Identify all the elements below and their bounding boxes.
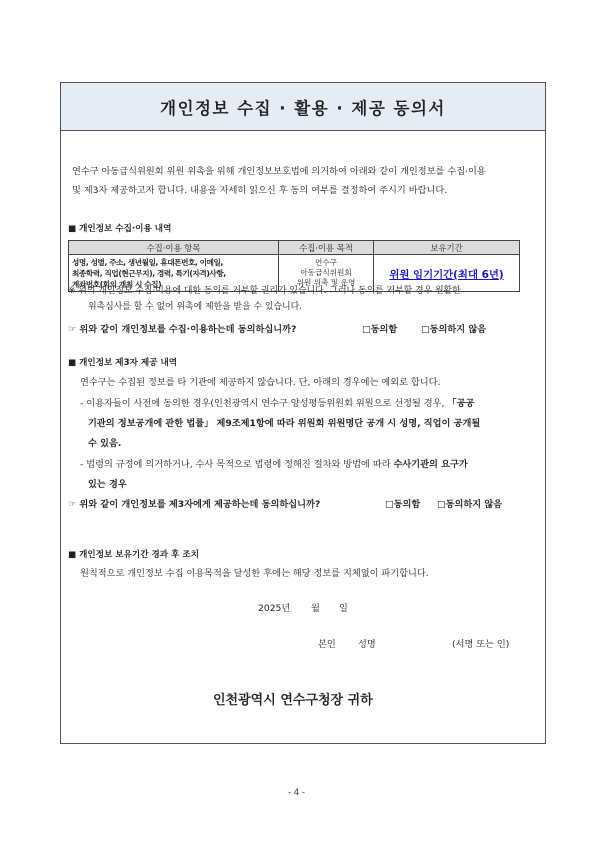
signature-hint: (서명 또는 인)	[452, 639, 510, 650]
collected-items-line: 계좌번호(회의 개최 시 수집)	[72, 279, 162, 289]
date-year: 2025년	[258, 603, 291, 614]
section-collection-heading: ■ 개인정보 수집·이용 내역	[68, 224, 172, 234]
signature-person: 본인	[318, 639, 336, 650]
collection-consent-question: ☞ 위와 같이 개인정보를 수집·이용하는데 동의하십니까?	[68, 324, 297, 335]
addressee: 인천광역시 연수구청장 귀하	[213, 693, 373, 708]
table-header-row	[69, 241, 520, 255]
page-number: - 4 -	[288, 788, 305, 798]
form-title: 개인정보 수집 · 활용 · 제공 동의서	[61, 83, 545, 131]
thirdparty-bullet-1	[80, 393, 474, 414]
purpose-line: 연수구	[314, 258, 337, 267]
refusal-notice-line-1: ※ 위의 개인정보 수집·이용에 대한 동의를 거부할 권리가 있습니다. 그러나 동의를 거부할 경우 원활한	[68, 286, 461, 296]
collection-disagree-checkbox[interactable]: □동의하지 않음	[421, 324, 487, 335]
thirdparty-bullet-1-cont: 기관의 정보공개에 관한 법률」 제9조제1항에 따라 위원회 위원명단 공개 시 성명, 직업이 공개될	[88, 418, 481, 429]
date-day: 일	[339, 603, 348, 614]
signature-name-label: 성명	[358, 639, 376, 650]
thirdparty-disagree-checkbox[interactable]: □동의하지 않음	[437, 499, 503, 510]
retention-policy-text: 원칙적으로 개인정보 수집 이용목적을 달성한 후에는 해당 정보를 지체없이 파기합니다.	[80, 568, 429, 579]
section-thirdparty-heading: ■ 개인정보 제3자 제공 내역	[68, 358, 178, 368]
retention-period: 위원 임기기간(최대 6년)	[389, 268, 504, 281]
section-retention-heading: ■ 개인정보 보유기간 경과 후 조치	[68, 550, 199, 560]
bullet-text: - 이용자들이 사전에 동의한 경우(인천광역시 연수구 양성평등위원회 위원으로 선정될 경우,	[80, 398, 448, 409]
bullet-text-bold: 「공공	[447, 398, 475, 409]
purpose-line: 아동급식위원회	[300, 268, 352, 277]
collection-agree-checkbox[interactable]: □동의함	[362, 324, 398, 335]
thirdparty-agree-checkbox[interactable]: □동의함	[385, 499, 421, 510]
collected-items-line: 성명, 성별, 주소, 생년월일, 휴대폰번호, 이메일,	[72, 257, 223, 267]
header-retention: 보유기간	[374, 241, 520, 255]
thirdparty-bullet-1-end: 수 있음.	[88, 438, 122, 449]
collected-items-line: 최종학력, 직업(현근무지), 경력, 특기(자격)사항,	[72, 268, 226, 278]
bullet-text-bold: 수사기관의 요구가	[393, 459, 468, 470]
header-items: 수집·이용 항목	[69, 241, 279, 255]
thirdparty-consent-question: ☞ 위와 같이 개인정보를 제3자에게 제공하는데 동의하십니까?	[68, 499, 321, 510]
bullet-text: - 법령의 규정에 의거하거나, 수사 목적으로 법령에 정해진 절차와 방법에 따라	[80, 459, 394, 470]
thirdparty-bullet-2	[80, 454, 468, 475]
header-purpose: 수집·이용 목적	[279, 241, 374, 255]
intro-line-1: 연수구 아동급식위원회 위원 위촉을 위해 개인정보보호법에 의거하여 아래와 같이 개인정보를 수집·이용	[72, 166, 486, 177]
refusal-notice-line-2: 위촉심사를 할 수 없어 위촉에 제한을 받을 수 있습니다.	[88, 302, 302, 312]
thirdparty-bullet-2-end: 있는 경우	[88, 479, 127, 490]
thirdparty-intro: 연수구는 수집된 정보를 타 기관에 제공하지 않습니다. 단, 아래의 경우에는 예외로 합니다.	[80, 377, 441, 388]
purpose-line: 위원 위촉 및 운영	[296, 278, 356, 287]
date-month: 월	[311, 603, 320, 614]
intro-line-2: 및 제3자 제공하고자 합니다. 내용을 자세히 읽으신 후 동의 여부를 결정하여 주시기 바랍니다.	[72, 185, 448, 196]
